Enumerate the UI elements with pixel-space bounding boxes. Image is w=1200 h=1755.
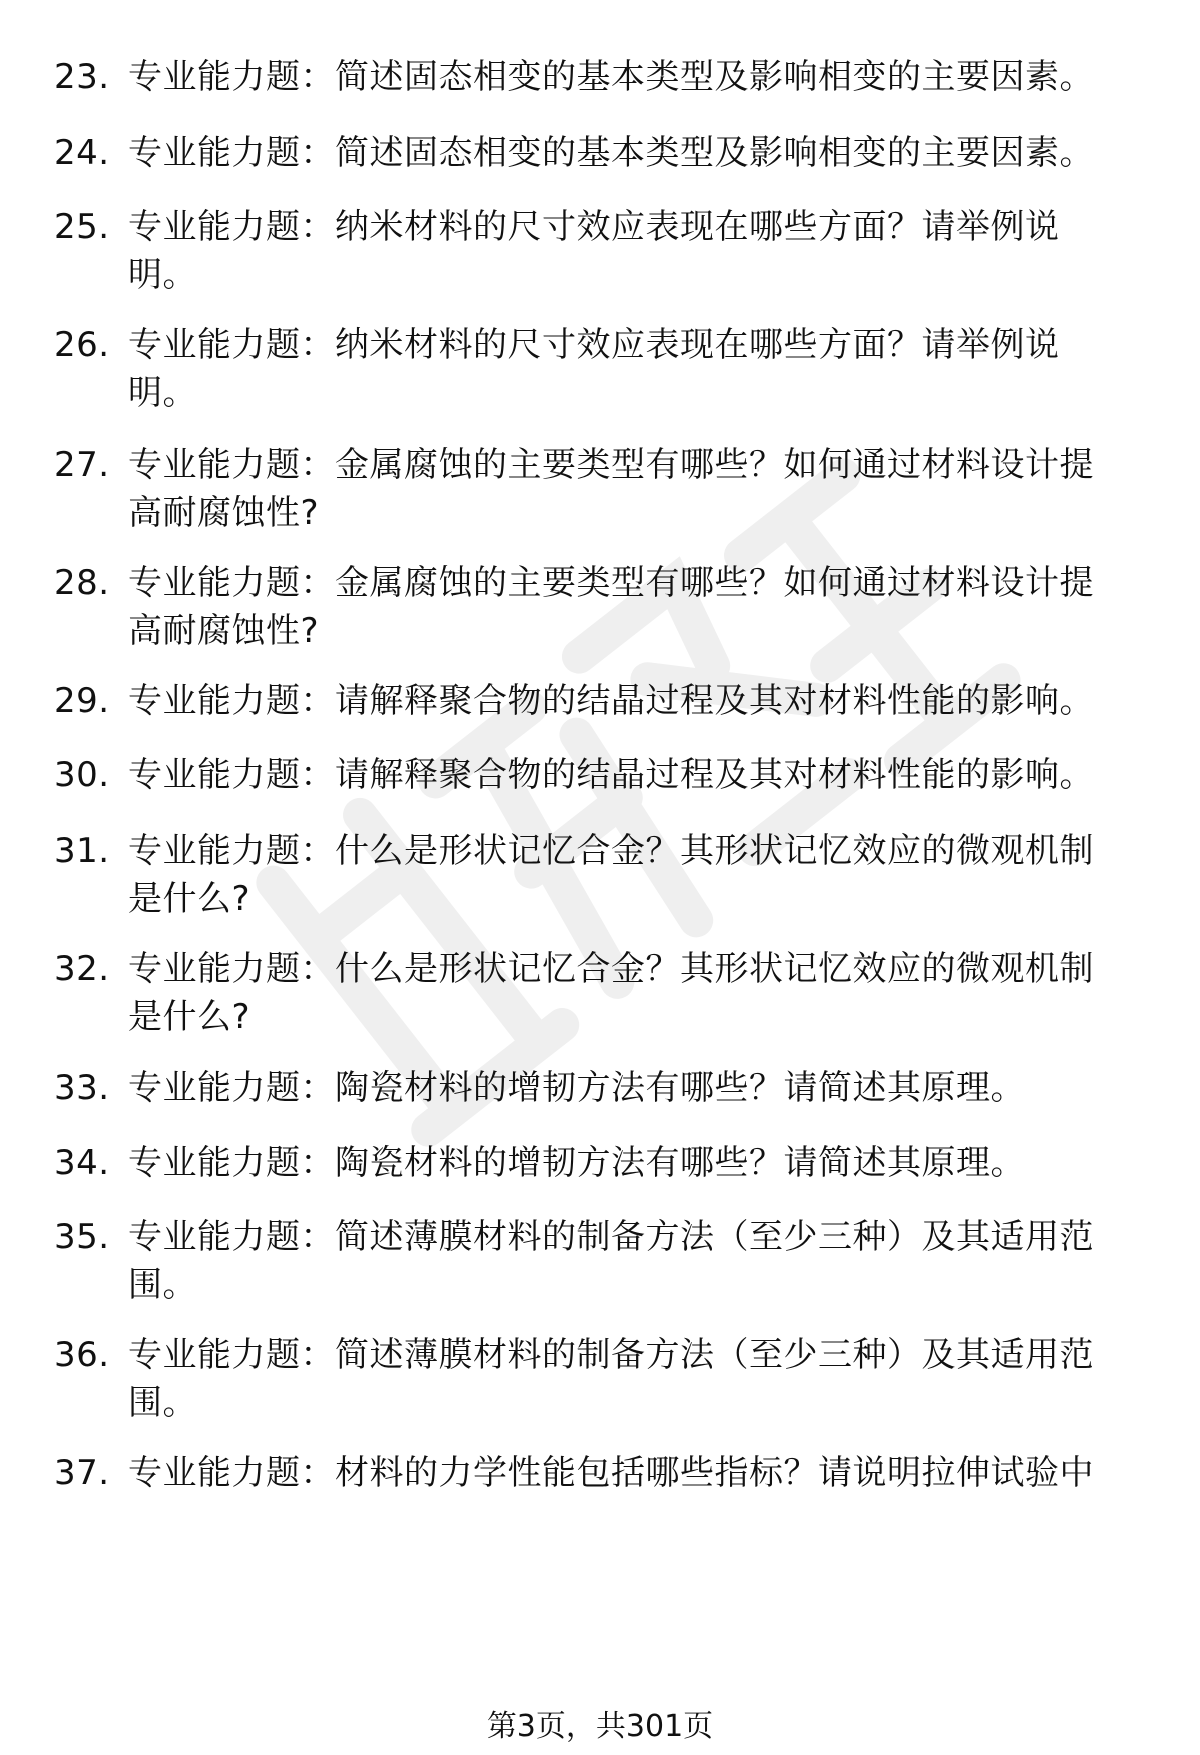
question-number: 27.: [54, 445, 110, 485]
question-text: [128, 203, 1148, 299]
question-text-line: 专业能力题：纳米材料的尺寸效应表现在哪些方面？请举例说: [128, 325, 1060, 365]
question-text-line: 是什么?: [128, 997, 251, 1037]
question-text: [128, 677, 1148, 725]
question-number: 29.: [54, 681, 110, 721]
question-text-line: 高耐腐蚀性?: [128, 611, 320, 651]
question-text-line: 专业能力题：简述固态相变的基本类型及影响相变的主要因素。: [128, 133, 1094, 173]
question-text-line: 专业能力题：金属腐蚀的主要类型有哪些？如何通过材料设计提: [128, 563, 1094, 603]
question-number: 34.: [54, 1143, 110, 1183]
question-text-line: 明。: [128, 373, 197, 413]
question-text: [128, 441, 1148, 537]
question-number: 30.: [54, 755, 110, 795]
question-number: 25.: [54, 207, 110, 247]
page-number-footer: 第3页，共301页: [486, 1709, 714, 1744]
question-text-line: 专业能力题：请解释聚合物的结晶过程及其对材料性能的影响。: [128, 681, 1094, 721]
question-text: [128, 1331, 1148, 1427]
question-text-line: 是什么?: [128, 879, 251, 919]
question-number: 33.: [54, 1068, 110, 1108]
question-number: 35.: [54, 1217, 110, 1257]
question-text-line: 围。: [128, 1383, 197, 1423]
question-text: [128, 827, 1148, 923]
question-text-line: 专业能力题：纳米材料的尺寸效应表现在哪些方面？请举例说: [128, 207, 1060, 247]
question-text-line: 专业能力题：请解释聚合物的结晶过程及其对材料性能的影响。: [128, 755, 1094, 795]
question-text-line: 专业能力题：简述薄膜材料的制备方法（至少三种）及其适用范: [128, 1217, 1094, 1257]
question-text: [128, 1064, 1148, 1112]
question-text-line: 明。: [128, 255, 197, 295]
question-text: [128, 751, 1148, 799]
question-text-line: 专业能力题：什么是形状记忆合金？其形状记忆效应的微观机制: [128, 831, 1094, 871]
question-text-line: 专业能力题：金属腐蚀的主要类型有哪些？如何通过材料设计提: [128, 445, 1094, 485]
question-text: [128, 321, 1148, 417]
question-text: [128, 1213, 1148, 1309]
question-number: 26.: [54, 325, 110, 365]
question-text: [128, 53, 1148, 101]
question-number: 31.: [54, 831, 110, 871]
question-text-line: 专业能力题：简述薄膜材料的制备方法（至少三种）及其适用范: [128, 1335, 1094, 1375]
question-text-line: 专业能力题：陶瓷材料的增韧方法有哪些？请简述其原理。: [128, 1143, 1025, 1183]
question-text: [128, 559, 1148, 655]
question-number: 24.: [54, 133, 110, 173]
question-text: [128, 945, 1148, 1041]
question-number: 23.: [54, 57, 110, 97]
question-text: [128, 1139, 1148, 1187]
question-number: 28.: [54, 563, 110, 603]
question-text: [128, 129, 1148, 177]
question-text-line: 专业能力题：材料的力学性能包括哪些指标？请说明拉伸试验中: [128, 1453, 1094, 1493]
question-text-line: 专业能力题：什么是形状记忆合金？其形状记忆效应的微观机制: [128, 949, 1094, 989]
question-text-line: 专业能力题：简述固态相变的基本类型及影响相变的主要因素。: [128, 57, 1094, 97]
question-text: [128, 1449, 1148, 1497]
question-text-line: 围。: [128, 1265, 197, 1305]
question-number: 37.: [54, 1453, 110, 1493]
question-text-line: 高耐腐蚀性?: [128, 493, 320, 533]
question-number: 32.: [54, 949, 110, 989]
question-text-line: 专业能力题：陶瓷材料的增韧方法有哪些？请简述其原理。: [128, 1068, 1025, 1108]
question-number: 36.: [54, 1335, 110, 1375]
